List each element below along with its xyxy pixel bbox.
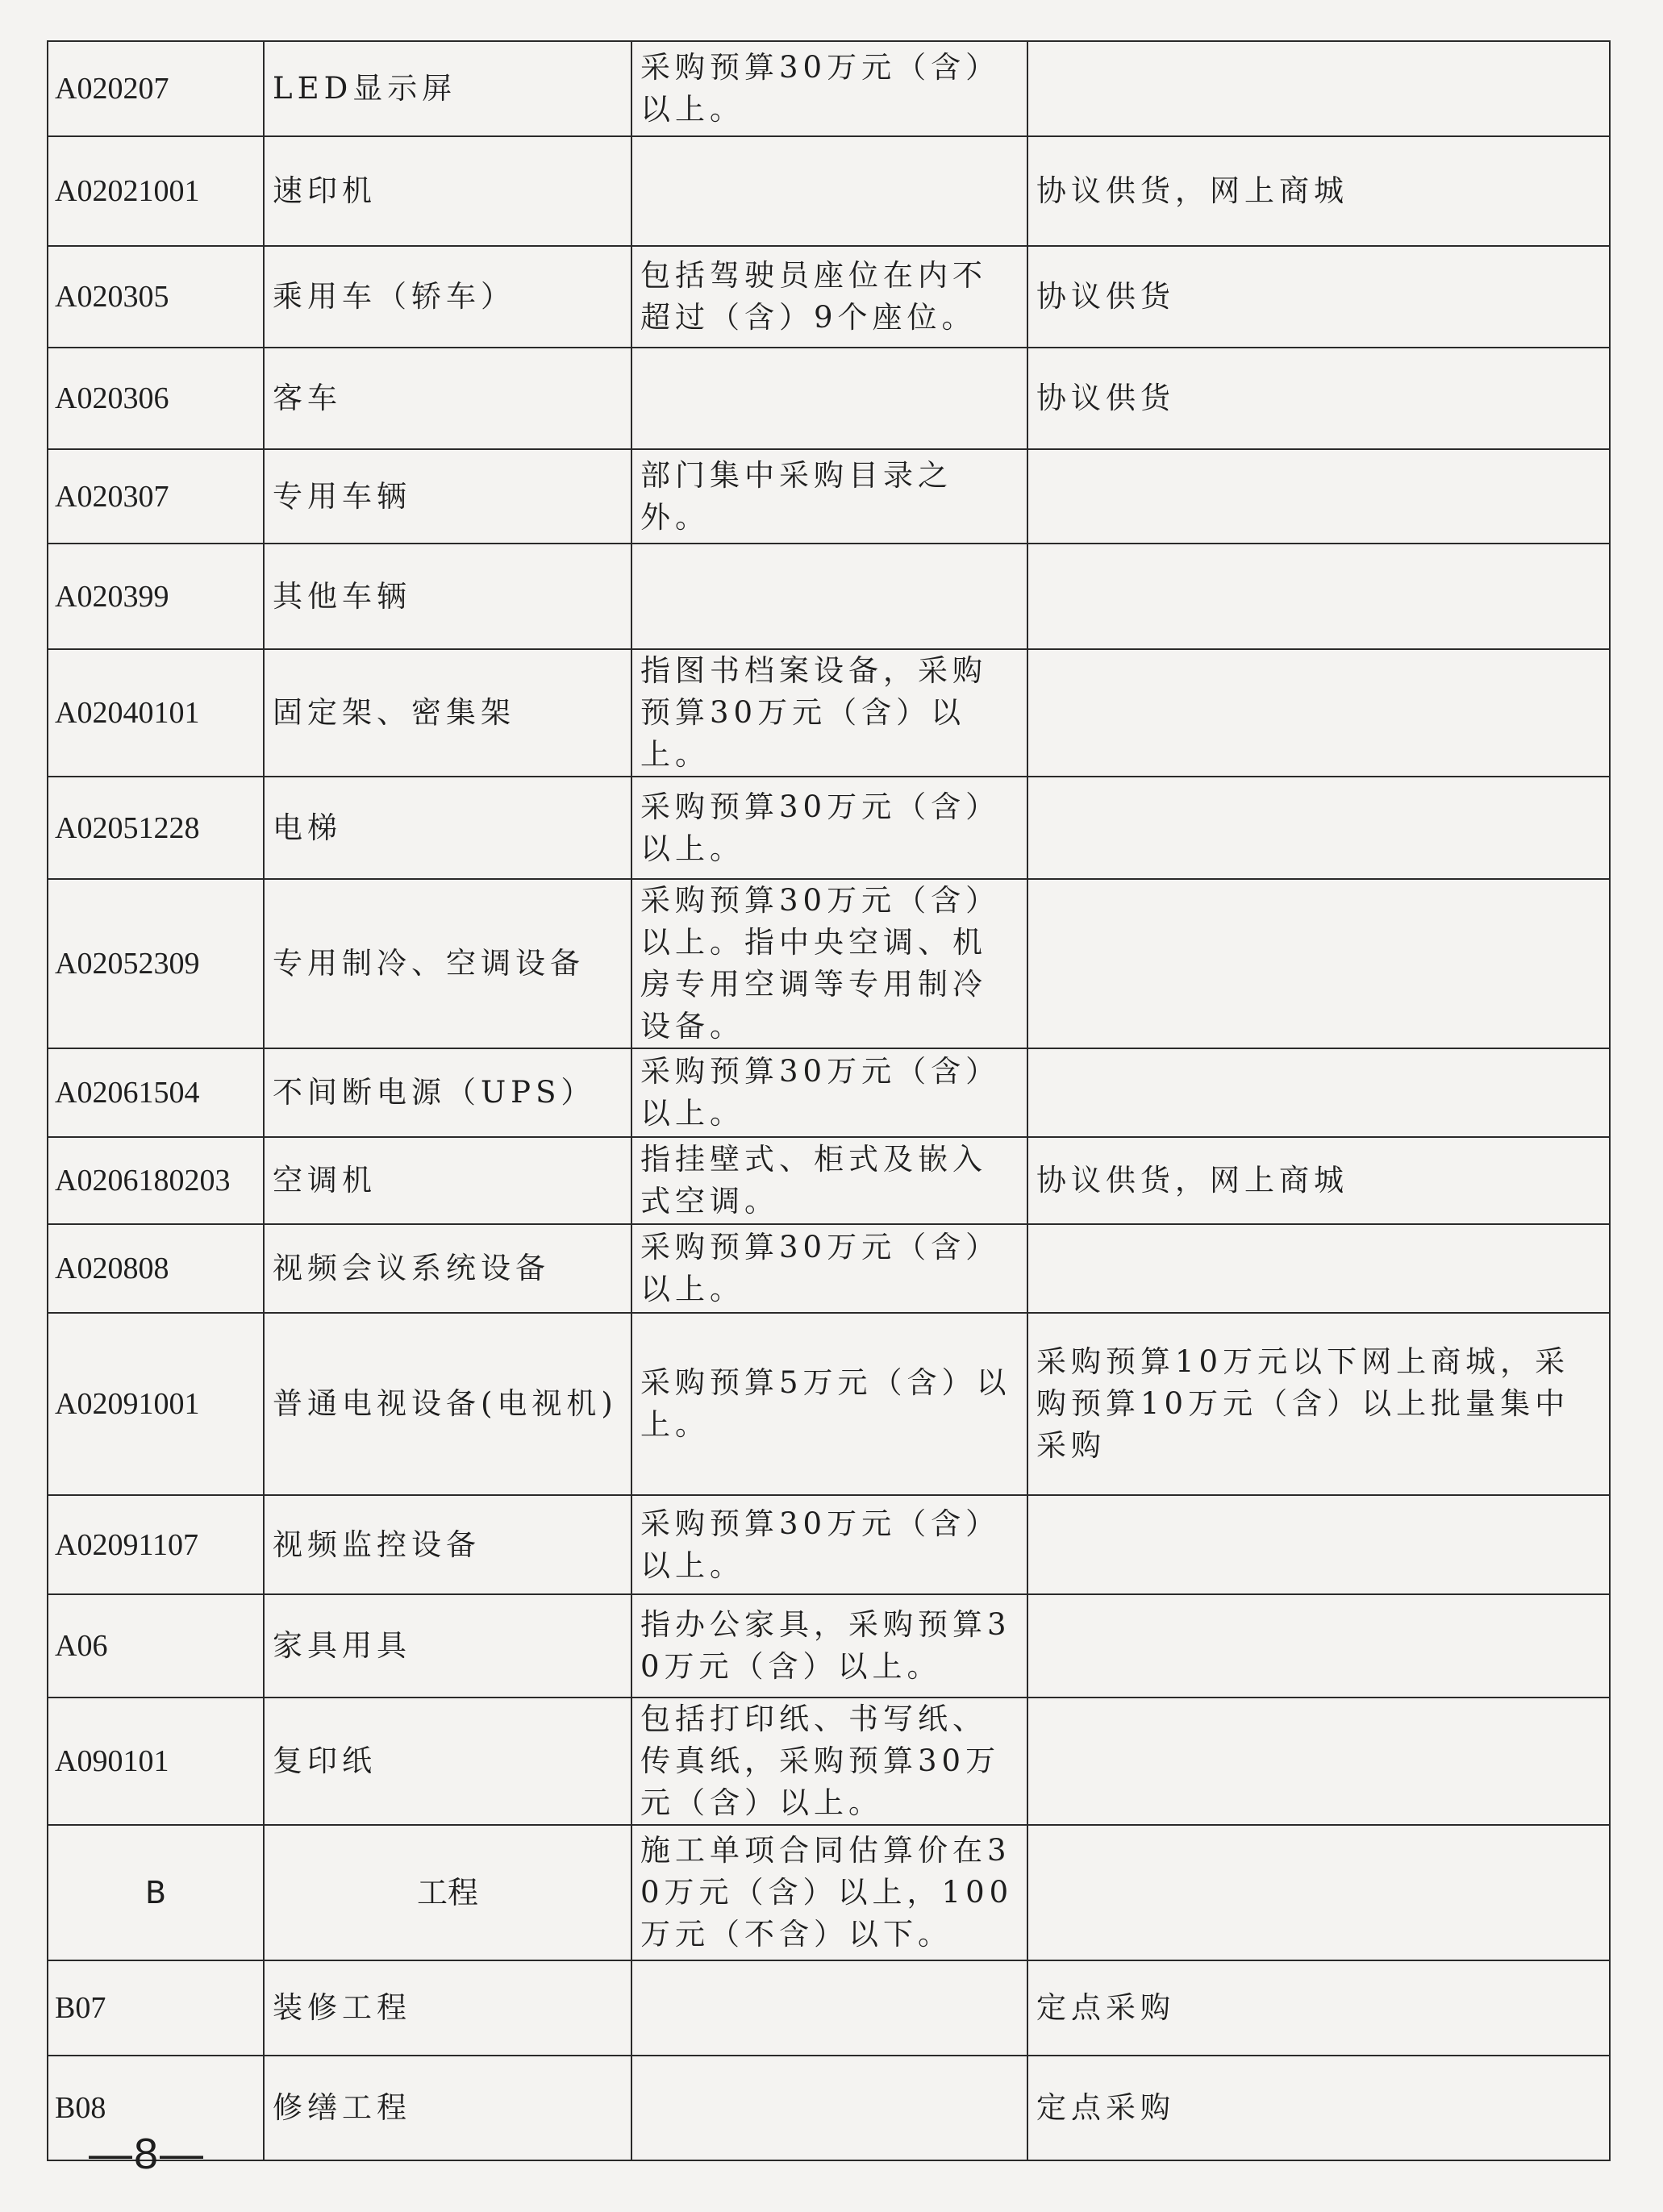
table-row	[48, 544, 1610, 649]
item-method	[1027, 1048, 1610, 1137]
table-row	[48, 1137, 1610, 1224]
item-method	[1027, 41, 1610, 136]
item-scope: 采购预算30万元（含）以上。	[631, 777, 1027, 879]
item-code: A06	[48, 1594, 264, 1698]
item-method	[1027, 777, 1610, 879]
page-number: —8—	[89, 2130, 206, 2178]
item-method	[1027, 1495, 1610, 1594]
table-row	[48, 1825, 1610, 1960]
item-name: 不间断电源（UPS）	[264, 1048, 631, 1137]
item-name: 修缮工程	[264, 2056, 631, 2160]
item-name: 电梯	[264, 777, 631, 879]
item-name: 复印纸	[264, 1698, 631, 1825]
table-row	[48, 348, 1610, 449]
item-name: 其他车辆	[264, 544, 631, 649]
item-code: A020307	[48, 449, 264, 544]
item-name: 专用车辆	[264, 449, 631, 544]
category-name: 工程	[264, 1825, 631, 1960]
item-method: 协议供货	[1027, 246, 1610, 348]
item-code: A020399	[48, 544, 264, 649]
table-row	[48, 1594, 1610, 1698]
item-scope: 施工单项合同估算价在30万元（含）以上，100万元（不含）以下。	[631, 1825, 1027, 1960]
item-scope: 指挂壁式、柜式及嵌入式空调。	[631, 1137, 1027, 1224]
item-scope: 指图书档案设备，采购预算30万元（含）以上。	[631, 649, 1027, 777]
table-row	[48, 1960, 1610, 2056]
item-method	[1027, 879, 1610, 1048]
item-name: 速印机	[264, 136, 631, 246]
item-code: A02021001	[48, 136, 264, 246]
item-scope: 包括驾驶员座位在内不超过（含）9个座位。	[631, 246, 1027, 348]
item-scope: 包括打印纸、书写纸、传真纸，采购预算30万元（含）以上。	[631, 1698, 1027, 1825]
item-scope: 采购预算30万元（含）以上。指中央空调、机房专用空调等专用制冷设备。	[631, 879, 1027, 1048]
item-scope: 部门集中采购目录之外。	[631, 449, 1027, 544]
table-row	[48, 449, 1610, 544]
item-scope	[631, 348, 1027, 449]
item-method: 协议供货，网上商城	[1027, 136, 1610, 246]
table-row	[48, 136, 1610, 246]
item-name: 乘用车（轿车）	[264, 246, 631, 348]
item-method: 协议供货，网上商城	[1027, 1137, 1610, 1224]
item-code: A02091001	[48, 1313, 264, 1495]
item-code: A020306	[48, 348, 264, 449]
item-method	[1027, 449, 1610, 544]
item-scope	[631, 136, 1027, 246]
table-row	[48, 1698, 1610, 1825]
item-scope	[631, 1960, 1027, 2056]
item-code: A0206180203	[48, 1137, 264, 1224]
item-scope: 采购预算30万元（含）以上。	[631, 41, 1027, 136]
table-row	[48, 1048, 1610, 1137]
item-code: B08	[48, 2056, 264, 2160]
item-scope: 指办公家具，采购预算30万元（含）以上。	[631, 1594, 1027, 1698]
procurement-catalog-table	[47, 40, 1611, 2161]
table-row	[48, 246, 1610, 348]
item-name: 视频监控设备	[264, 1495, 631, 1594]
item-method	[1027, 1224, 1610, 1313]
item-name: 空调机	[264, 1137, 631, 1224]
item-name: 视频会议系统设备	[264, 1224, 631, 1313]
item-name: 客车	[264, 348, 631, 449]
table-row	[48, 1313, 1610, 1495]
item-code: A020305	[48, 246, 264, 348]
item-scope: 采购预算30万元（含）以上。	[631, 1048, 1027, 1137]
item-name: 装修工程	[264, 1960, 631, 2056]
item-name: LED显示屏	[264, 41, 631, 136]
item-method	[1027, 1594, 1610, 1698]
item-method: 采购预算10万元以下网上商城，采购预算10万元（含）以上批量集中采购	[1027, 1313, 1610, 1495]
item-code: A020808	[48, 1224, 264, 1313]
table-row	[48, 1495, 1610, 1594]
table-row	[48, 879, 1610, 1048]
item-code: A02052309	[48, 879, 264, 1048]
item-method	[1027, 544, 1610, 649]
item-scope: 采购预算5万元（含）以上。	[631, 1313, 1027, 1495]
item-scope: 采购预算30万元（含）以上。	[631, 1495, 1027, 1594]
item-method: 定点采购	[1027, 1960, 1610, 2056]
item-code: A02040101	[48, 649, 264, 777]
item-scope	[631, 544, 1027, 649]
item-code: A02051228	[48, 777, 264, 879]
item-method	[1027, 649, 1610, 777]
table-row	[48, 41, 1610, 136]
item-method	[1027, 1698, 1610, 1825]
item-name: 固定架、密集架	[264, 649, 631, 777]
table-row	[48, 777, 1610, 879]
item-name: 专用制冷、空调设备	[264, 879, 631, 1048]
item-code: A090101	[48, 1698, 264, 1825]
table-row	[48, 1224, 1610, 1313]
table-row	[48, 649, 1610, 777]
item-name: 家具用具	[264, 1594, 631, 1698]
table-row	[48, 2056, 1610, 2160]
item-name: 普通电视设备(电视机)	[264, 1313, 631, 1495]
item-code: A020207	[48, 41, 264, 136]
item-scope: 采购预算30万元（含）以上。	[631, 1224, 1027, 1313]
category-code: B	[48, 1825, 264, 1960]
item-method: 协议供货	[1027, 348, 1610, 449]
item-code: B07	[48, 1960, 264, 2056]
item-code: A02061504	[48, 1048, 264, 1137]
item-scope	[631, 2056, 1027, 2160]
item-code: A02091107	[48, 1495, 264, 1594]
item-method: 定点采购	[1027, 2056, 1610, 2160]
item-method	[1027, 1825, 1610, 1960]
